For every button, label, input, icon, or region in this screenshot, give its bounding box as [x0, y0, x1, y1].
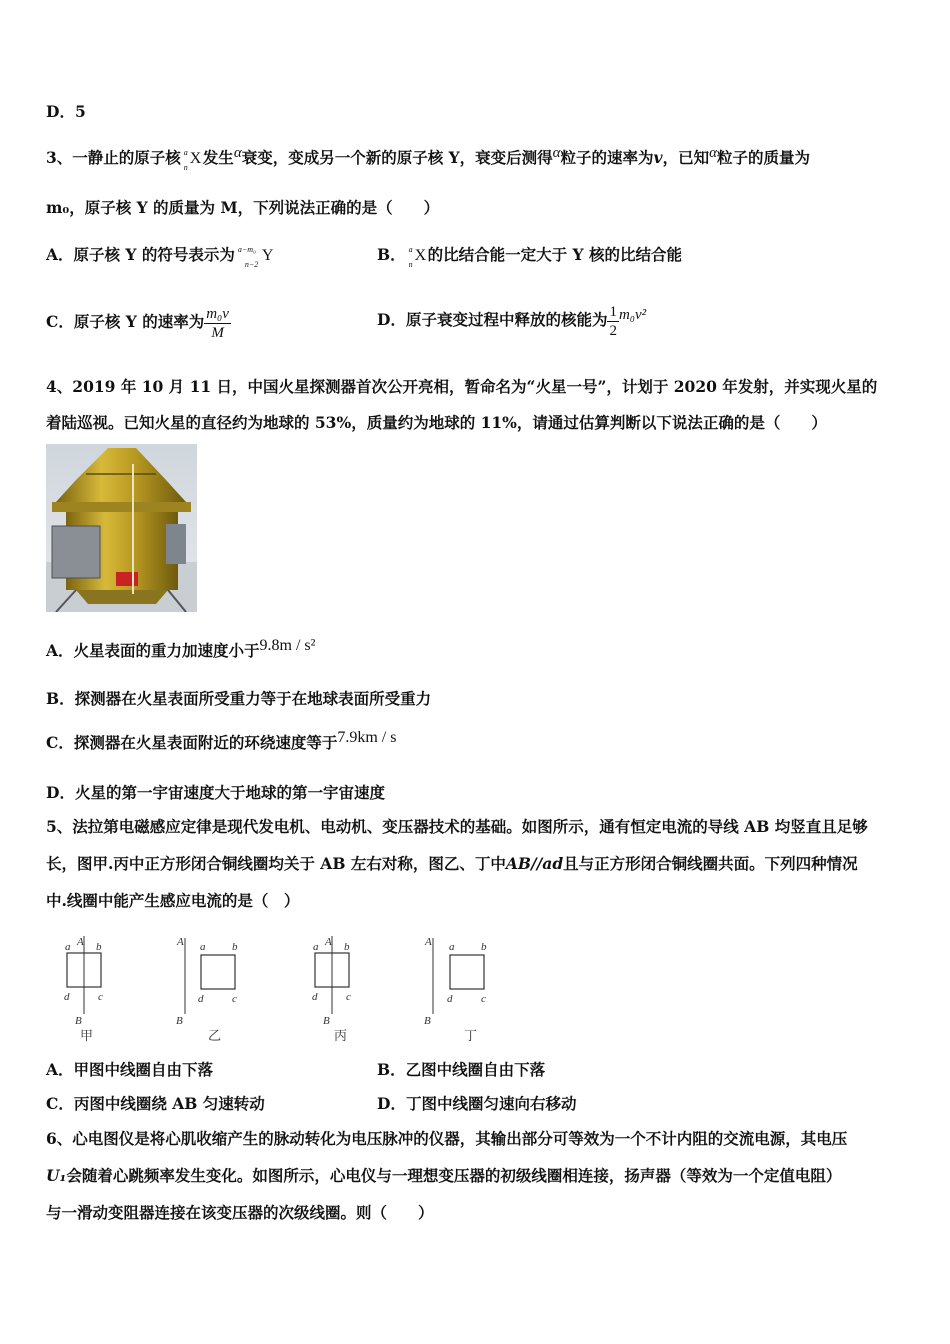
wire-end-a: A [425, 936, 432, 948]
q3-stem-line2: m₀，原子核 Y 的质量为 M，下列说法正确的是（ ） [46, 198, 440, 217]
alpha-symbol: α [233, 145, 242, 161]
q4-option-a [46, 638, 315, 665]
q3-text: 发生 [202, 148, 234, 167]
corner-a: a [65, 941, 71, 953]
corner-c: c [98, 991, 103, 1003]
energy-term: m₀v² [618, 307, 647, 323]
corner-d: d [198, 993, 204, 1005]
figure-caption: 甲 [80, 1028, 94, 1043]
q3-text: 粒子的速率为 [560, 148, 654, 167]
corner-d: d [312, 991, 318, 1003]
q4-option-c [46, 730, 396, 757]
nuclide-y [235, 245, 275, 267]
alpha-symbol: α [709, 145, 717, 161]
q5-figures [40, 928, 520, 1048]
q6-stem-line3: 与一滑动变阻器连接在该变压器的次级线圈。则（ ） [46, 1203, 434, 1222]
nuclide-x-charge: n [408, 260, 413, 269]
nuclide-x-symbol: X [189, 150, 202, 167]
q4-option-a-text: A．火星表面的重力加速度小于 [46, 641, 260, 660]
corner-c: c [232, 993, 237, 1005]
gravity-value: 9.8m / s² [259, 637, 316, 654]
q3-text: 衰变，变成另一个新的原子核 Y，衰变后测得 [241, 148, 553, 167]
q5-text: 且与正方形闭合铜线圈共面。下列四种情况 [563, 854, 858, 873]
q3-option-b-label: B． [377, 245, 406, 264]
fraction-denominator: M [211, 324, 224, 341]
q3-option-d [377, 300, 646, 341]
wire-end-a: A [177, 936, 184, 948]
corner-c: c [346, 991, 351, 1003]
velocity-symbol: v [653, 148, 663, 167]
q4-stem-line1: 4、2019 年 10 月 11 日，中国火星探测器首次公开亮相，暂命名为“火星一号”，计划于 2020 年发射，并实现火星的 [46, 377, 878, 396]
q6-stem-line1: 6、心电图仪是将心肌收缩产生的脉动转化为电压脉冲的仪器，其输出部分可等效为一个不计内阻的交流电源，其电压 [46, 1129, 848, 1148]
nuclide-x-mass: a [183, 148, 188, 157]
q3-option-c-text: C．原子核 Y 的速率为 [46, 312, 205, 331]
nuclide-x [181, 148, 203, 170]
q4-stem-line2: 着陆巡视。已知火星的直径约为地球的 53%，质量约为地球的 11%，请通过估算判断以下说法正确的是（ ） [46, 413, 827, 432]
voltage-symbol: U₁ [46, 1166, 67, 1185]
q5-option-a: A．甲图中线圈自由下落 [46, 1060, 214, 1079]
q3-option-a-text: A．原子核 Y 的符号表示为 [46, 245, 235, 264]
figure-caption: 丙 [334, 1028, 348, 1043]
wire-end-b: B [424, 1015, 431, 1027]
q5-option-c: C．丙图中线圈绕 AB 匀速转动 [46, 1094, 265, 1113]
q6-text: 会随着心跳频率发生变化。如图所示，心电仪与一理想变压器的初级线圈相连接，扬声器（等效为一个定值电阻） [66, 1166, 842, 1185]
corner-b: b [481, 941, 487, 953]
velocity-fraction [204, 305, 231, 342]
q5-stem-line2 [46, 853, 858, 875]
q5-stem-line1: 5、法拉第电磁感应定律是现代发电机、电动机、变压器技术的基础。如图所示，通有恒定电流的导线 AB 均竖直且足够 [46, 817, 868, 836]
orbital-speed-value: 7.9km / s [337, 729, 397, 746]
figure-caption: 乙 [208, 1028, 222, 1043]
q3-option-c [46, 304, 231, 342]
wire-end-a: A [77, 936, 84, 948]
corner-b: b [96, 941, 102, 953]
corner-d: d [64, 991, 70, 1003]
alpha-symbol: α [552, 145, 561, 161]
q3-text: ，已知 [662, 148, 710, 167]
corner-b: b [344, 941, 350, 953]
nuclide-x-charge: n [183, 163, 188, 172]
figure-caption: 丁 [464, 1028, 478, 1043]
nuclide-x [406, 245, 428, 267]
corner-c: c [481, 993, 486, 1005]
q3-option-d-text: D．原子衰变过程中释放的核能为 [377, 310, 608, 329]
q3-option-a [46, 244, 275, 267]
q6-stem-line2 [46, 1165, 841, 1187]
corner-a: a [313, 941, 319, 953]
q3-stem-text: 3、一静止的原子核 [46, 148, 181, 167]
nuclide-y-charge: n−2 [244, 260, 259, 269]
figure-yi [176, 936, 238, 1043]
fraction-numerator: m₀v [206, 305, 229, 322]
wire-end-b: B [176, 1015, 183, 1027]
fraction-numerator: 1 [609, 303, 617, 320]
q5-option-d: D．丁图中线圈匀速向右移动 [377, 1094, 577, 1113]
q5-text: 长，图甲.丙中正方形闭合铜线圈均关于 AB 左右对称，图乙、丁中 [46, 854, 506, 873]
mars-probe-photo [46, 444, 197, 612]
q3-option-b-text: 的比结合能一定大于 Y 核的比结合能 [427, 245, 682, 264]
fraction-denominator: 2 [609, 322, 617, 339]
half-fraction [607, 303, 619, 340]
parallel-notation: AB//ad [505, 854, 564, 873]
wire-end-b: B [323, 1015, 330, 1027]
nuclide-y-mass: a−m₀ [237, 245, 256, 254]
q5-stem-line3: 中.线圈中能产生感应电流的是（ ） [46, 891, 300, 910]
q3-option-b [377, 244, 682, 267]
figure-bing [312, 936, 351, 1043]
corner-b: b [232, 941, 238, 953]
wire-end-b: B [75, 1015, 82, 1027]
figure-ding [424, 936, 487, 1043]
figure-jia [64, 936, 103, 1043]
corner-d: d [447, 993, 453, 1005]
corner-a: a [200, 941, 206, 953]
q5-option-b: B．乙图中线圈自由下落 [377, 1060, 546, 1079]
q4-option-c-text: C．探测器在火星表面附近的环绕速度等于 [46, 733, 338, 752]
wire-end-a: A [325, 936, 332, 948]
nuclide-y-symbol: Y [261, 247, 274, 264]
q3-text: 粒子的质量为 [716, 148, 810, 167]
q4-option-b: B．探测器在火星表面所受重力等于在地球表面所受重力 [46, 689, 432, 708]
q4-option-d: D．火星的第一宇宙速度大于地球的第一宇宙速度 [46, 783, 385, 802]
q2-option-d: D．5 [46, 102, 86, 121]
nuclide-x-symbol: X [414, 247, 427, 264]
q3-stem-line1 [46, 147, 810, 170]
nuclide-x-mass: a [408, 245, 413, 254]
corner-a: a [449, 941, 455, 953]
